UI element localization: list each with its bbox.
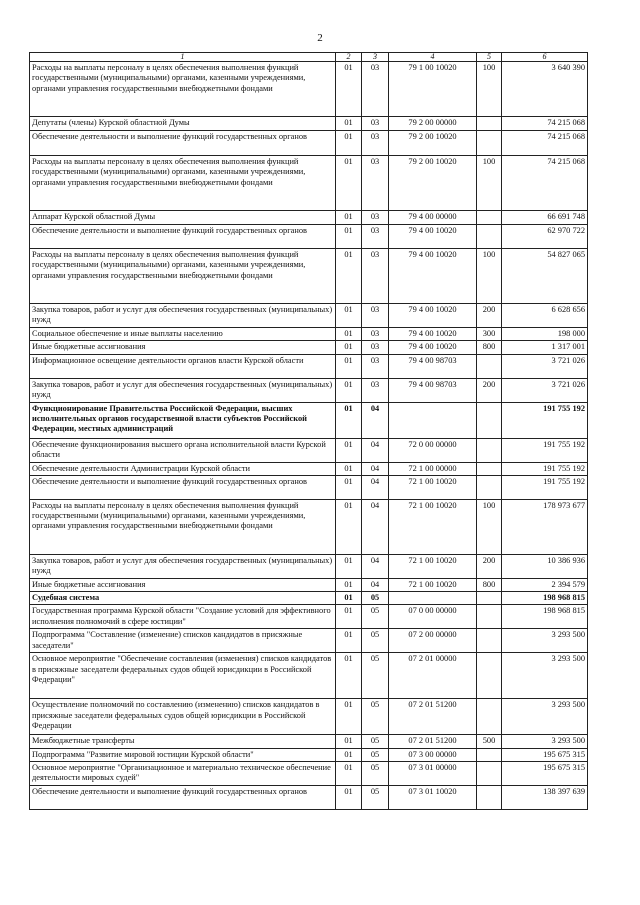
- expense-name-cell: Закупка товаров, работ и услуг для обеспечения государственных (муниципальных) нужд: [30, 554, 336, 578]
- expense-type-code-cell: 200: [477, 378, 502, 402]
- subsection-code-cell: 05: [362, 786, 389, 810]
- expense-type-code-cell: 500: [477, 735, 502, 748]
- amount-cell: 3 293 500: [502, 735, 588, 748]
- amount-cell: 2 394 579: [502, 578, 588, 591]
- amount-cell: 3 721 026: [502, 378, 588, 402]
- expense-type-code-cell: [477, 762, 502, 786]
- target-article-code-cell: [389, 402, 477, 438]
- target-article-code-cell: 07 3 01 10020: [389, 786, 477, 810]
- target-article-code-cell: 72 0 00 00000: [389, 438, 477, 462]
- expense-type-code-cell: [477, 117, 502, 131]
- table-row: [30, 762, 588, 786]
- section-code-cell: 01: [336, 699, 362, 735]
- table-row: [30, 225, 588, 249]
- table-body: [30, 62, 588, 810]
- section-code-cell: 01: [336, 499, 362, 554]
- expense-name-cell: Расходы на выплаты персоналу в целях обеспечения выполнения функций государственными (муниципальными) органами, казенными учреждениями, органами управления государственными внебюджетными фондами: [30, 249, 336, 304]
- expense-type-code-cell: [477, 131, 502, 156]
- subsection-code-cell: 03: [362, 341, 389, 354]
- section-code-cell: 01: [336, 653, 362, 699]
- target-article-code-cell: 79 4 00 00000: [389, 211, 477, 225]
- table-row: [30, 156, 588, 211]
- expense-type-code-cell: [477, 699, 502, 735]
- expense-name-cell: Подпрограмма "Составление (изменение) списков кандидатов в присяжные заседатели": [30, 629, 336, 653]
- subsection-code-cell: 03: [362, 211, 389, 225]
- expense-type-code-cell: [477, 402, 502, 438]
- budget-table: [29, 52, 588, 810]
- target-article-code-cell: 07 2 00 00000: [389, 629, 477, 653]
- expense-type-code-cell: [477, 605, 502, 629]
- subsection-code-cell: 04: [362, 475, 389, 499]
- amount-cell: 54 827 065: [502, 249, 588, 304]
- table-row: [30, 249, 588, 304]
- table-row: [30, 402, 588, 438]
- expense-type-code-cell: [477, 462, 502, 475]
- expense-name-cell: Иные бюджетные ассигнования: [30, 341, 336, 354]
- table-row: [30, 378, 588, 402]
- table-row: [30, 735, 588, 748]
- table-row: [30, 475, 588, 499]
- subsection-code-cell: 05: [362, 629, 389, 653]
- amount-cell: 62 970 722: [502, 225, 588, 249]
- section-code-cell: 01: [336, 629, 362, 653]
- section-code-cell: 01: [336, 249, 362, 304]
- subsection-code-cell: 04: [362, 578, 389, 591]
- subsection-code-cell: 05: [362, 762, 389, 786]
- expense-name-cell: Функционирование Правительства Российской Федерации, высших исполнительных органов государственной власти субъектов Российской Федерации, местных администраций: [30, 402, 336, 438]
- expense-type-code-cell: 200: [477, 304, 502, 328]
- section-code-cell: 01: [336, 225, 362, 249]
- subsection-code-cell: 03: [362, 156, 389, 211]
- section-code-cell: 01: [336, 735, 362, 748]
- target-article-code-cell: 79 1 00 10020: [389, 62, 477, 117]
- column-header: 3: [362, 53, 389, 62]
- subsection-code-cell: 04: [362, 462, 389, 475]
- amount-cell: 195 675 315: [502, 762, 588, 786]
- target-article-code-cell: 07 2 01 51200: [389, 699, 477, 735]
- expense-type-code-cell: [477, 354, 502, 378]
- expense-type-code-cell: 100: [477, 249, 502, 304]
- table-row: [30, 354, 588, 378]
- table-row: [30, 554, 588, 578]
- amount-cell: 191 755 192: [502, 462, 588, 475]
- expense-name-cell: Обеспечение деятельности и выполнение функций государственных органов: [30, 786, 336, 810]
- table-row: [30, 341, 588, 354]
- amount-cell: 3 640 390: [502, 62, 588, 117]
- amount-cell: 198 968 815: [502, 592, 588, 605]
- target-article-code-cell: 79 4 00 10020: [389, 341, 477, 354]
- table-row: [30, 578, 588, 591]
- subsection-code-cell: 05: [362, 699, 389, 735]
- subsection-code-cell: 04: [362, 438, 389, 462]
- expense-type-code-cell: 200: [477, 554, 502, 578]
- target-article-code-cell: 72 1 00 10020: [389, 499, 477, 554]
- target-article-code-cell: 79 2 00 10020: [389, 156, 477, 211]
- expense-name-cell: Основное мероприятие "Организационное и материально техническое обеспечение деятельности мировых судей": [30, 762, 336, 786]
- amount-cell: 74 215 068: [502, 117, 588, 131]
- table-row: [30, 117, 588, 131]
- amount-cell: 191 755 192: [502, 402, 588, 438]
- expense-name-cell: Расходы на выплаты персоналу в целях обеспечения выполнения функций государственными (муниципальными) органами, казенными учреждениями, органами управления государственными внебюджетными фондами: [30, 499, 336, 554]
- expense-name-cell: Подпрограмма "Развитие мировой юстиции Курской области": [30, 748, 336, 761]
- target-article-code-cell: 07 2 01 00000: [389, 653, 477, 699]
- target-article-code-cell: 72 1 00 10020: [389, 578, 477, 591]
- subsection-code-cell: 03: [362, 117, 389, 131]
- amount-cell: 74 215 068: [502, 156, 588, 211]
- section-code-cell: 01: [336, 62, 362, 117]
- subsection-code-cell: 05: [362, 735, 389, 748]
- target-article-code-cell: 79 2 00 10020: [389, 131, 477, 156]
- subsection-code-cell: 03: [362, 378, 389, 402]
- expense-name-cell: Обеспечение деятельности и выполнение функций государственных органов: [30, 475, 336, 499]
- expense-name-cell: Основное мероприятие "Обеспечение составления (изменения) списков кандидатов в присяжные заседатели федеральных судов общей юрисдикции в Российской Федерации": [30, 653, 336, 699]
- subsection-code-cell: 03: [362, 354, 389, 378]
- subsection-code-cell: 05: [362, 605, 389, 629]
- column-header: 1: [30, 53, 336, 62]
- table-row: [30, 438, 588, 462]
- amount-cell: 3 293 500: [502, 653, 588, 699]
- section-code-cell: 01: [336, 438, 362, 462]
- expense-type-code-cell: [477, 438, 502, 462]
- amount-cell: 3 293 500: [502, 699, 588, 735]
- subsection-code-cell: 04: [362, 554, 389, 578]
- target-article-code-cell: [389, 592, 477, 605]
- expense-name-cell: Судебная система: [30, 592, 336, 605]
- amount-cell: 3 293 500: [502, 629, 588, 653]
- expense-type-code-cell: 300: [477, 328, 502, 341]
- expense-name-cell: Закупка товаров, работ и услуг для обеспечения государственных (муниципальных) нужд: [30, 378, 336, 402]
- table-row: [30, 304, 588, 328]
- section-code-cell: 01: [336, 156, 362, 211]
- table-row: [30, 131, 588, 156]
- table-row: [30, 592, 588, 605]
- column-header: 2: [336, 53, 362, 62]
- section-code-cell: 01: [336, 328, 362, 341]
- amount-cell: 198 968 815: [502, 605, 588, 629]
- subsection-code-cell: 04: [362, 402, 389, 438]
- section-code-cell: 01: [336, 592, 362, 605]
- expense-name-cell: Социальное обеспечение и иные выплаты населению: [30, 328, 336, 341]
- subsection-code-cell: 05: [362, 653, 389, 699]
- expense-name-cell: Обеспечение деятельности и выполнение функций государственных органов: [30, 131, 336, 156]
- expense-type-code-cell: 800: [477, 578, 502, 591]
- target-article-code-cell: 79 4 00 98703: [389, 354, 477, 378]
- amount-cell: 1 317 001: [502, 341, 588, 354]
- expense-type-code-cell: [477, 786, 502, 810]
- amount-cell: 191 755 192: [502, 438, 588, 462]
- section-code-cell: 01: [336, 378, 362, 402]
- table-row: [30, 605, 588, 629]
- section-code-cell: 01: [336, 117, 362, 131]
- amount-cell: 138 397 639: [502, 786, 588, 810]
- expense-name-cell: Осуществление полномочий по составлению (изменению) списков кандидатов в присяжные заседатели федеральных судов общей юрисдикции в Российской Федерации: [30, 699, 336, 735]
- amount-cell: 66 691 748: [502, 211, 588, 225]
- subsection-code-cell: 04: [362, 499, 389, 554]
- table-row: [30, 629, 588, 653]
- section-code-cell: 01: [336, 341, 362, 354]
- target-article-code-cell: 72 1 00 10020: [389, 554, 477, 578]
- table-row: [30, 499, 588, 554]
- expense-name-cell: Обеспечение деятельности и выполнение функций государственных органов: [30, 225, 336, 249]
- expense-name-cell: Депутаты (члены) Курской областной Думы: [30, 117, 336, 131]
- subsection-code-cell: 03: [362, 225, 389, 249]
- expense-name-cell: Расходы на выплаты персоналу в целях обеспечения выполнения функций государственными (муниципальными) органами, казенными учреждениями, органами управления государственными внебюджетными фондами: [30, 62, 336, 117]
- table-row: [30, 653, 588, 699]
- amount-cell: 74 215 068: [502, 131, 588, 156]
- target-article-code-cell: 79 4 00 10020: [389, 249, 477, 304]
- expense-name-cell: Обеспечение функционирования высшего органа исполнительной власти Курской области: [30, 438, 336, 462]
- expense-type-code-cell: 100: [477, 156, 502, 211]
- amount-cell: 178 973 677: [502, 499, 588, 554]
- expense-name-cell: Закупка товаров, работ и услуг для обеспечения государственных (муниципальных) нужд: [30, 304, 336, 328]
- section-code-cell: 01: [336, 402, 362, 438]
- section-code-cell: 01: [336, 304, 362, 328]
- section-code-cell: 01: [336, 354, 362, 378]
- section-code-cell: 01: [336, 211, 362, 225]
- amount-cell: 6 628 656: [502, 304, 588, 328]
- section-code-cell: 01: [336, 578, 362, 591]
- expense-type-code-cell: [477, 225, 502, 249]
- section-code-cell: 01: [336, 748, 362, 761]
- target-article-code-cell: 72 1 00 10020: [389, 475, 477, 499]
- subsection-code-cell: 05: [362, 748, 389, 761]
- amount-cell: 3 721 026: [502, 354, 588, 378]
- subsection-code-cell: 03: [362, 328, 389, 341]
- expense-type-code-cell: 800: [477, 341, 502, 354]
- table-row: [30, 328, 588, 341]
- section-code-cell: 01: [336, 462, 362, 475]
- amount-cell: 10 386 936: [502, 554, 588, 578]
- subsection-code-cell: 03: [362, 249, 389, 304]
- subsection-code-cell: 03: [362, 304, 389, 328]
- target-article-code-cell: 07 3 01 00000: [389, 762, 477, 786]
- column-header: 5: [477, 53, 502, 62]
- expense-type-code-cell: 100: [477, 499, 502, 554]
- section-code-cell: 01: [336, 131, 362, 156]
- subsection-code-cell: 03: [362, 62, 389, 117]
- column-number-row: [30, 53, 588, 62]
- page-number: 2: [317, 32, 323, 44]
- table-row: [30, 699, 588, 735]
- expense-type-code-cell: [477, 629, 502, 653]
- target-article-code-cell: 72 1 00 00000: [389, 462, 477, 475]
- target-article-code-cell: 79 2 00 00000: [389, 117, 477, 131]
- amount-cell: 191 755 192: [502, 475, 588, 499]
- target-article-code-cell: 79 4 00 98703: [389, 378, 477, 402]
- target-article-code-cell: 79 4 00 10020: [389, 328, 477, 341]
- target-article-code-cell: 79 4 00 10020: [389, 225, 477, 249]
- table-row: [30, 786, 588, 810]
- expense-type-code-cell: [477, 748, 502, 761]
- target-article-code-cell: 07 2 01 51200: [389, 735, 477, 748]
- amount-cell: 195 675 315: [502, 748, 588, 761]
- amount-cell: 198 000: [502, 328, 588, 341]
- expense-name-cell: Аппарат Курской областной Думы: [30, 211, 336, 225]
- subsection-code-cell: 05: [362, 592, 389, 605]
- section-code-cell: 01: [336, 762, 362, 786]
- expense-name-cell: Обеспечение деятельности Администрации Курской области: [30, 462, 336, 475]
- subsection-code-cell: 03: [362, 131, 389, 156]
- expense-type-code-cell: 100: [477, 62, 502, 117]
- expense-type-code-cell: [477, 592, 502, 605]
- expense-name-cell: Межбюджетные трансферты: [30, 735, 336, 748]
- section-code-cell: 01: [336, 786, 362, 810]
- expense-type-code-cell: [477, 475, 502, 499]
- expense-type-code-cell: [477, 211, 502, 225]
- table-row: [30, 62, 588, 117]
- target-article-code-cell: 07 0 00 00000: [389, 605, 477, 629]
- column-header: 6: [502, 53, 588, 62]
- expense-name-cell: Расходы на выплаты персоналу в целях обеспечения выполнения функций государственными (муниципальными) органами, казенными учреждениями, органами управления государственными внебюджетными фондами: [30, 156, 336, 211]
- table-row: [30, 462, 588, 475]
- expense-name-cell: Государственная программа Курской области "Создание условий для эффективного исполнения полномочий в сфере юстиции": [30, 605, 336, 629]
- expense-type-code-cell: [477, 653, 502, 699]
- table-row: [30, 748, 588, 761]
- expense-name-cell: Информационное освещение деятельности органов власти Курской области: [30, 354, 336, 378]
- target-article-code-cell: 79 4 00 10020: [389, 304, 477, 328]
- expense-name-cell: Иные бюджетные ассигнования: [30, 578, 336, 591]
- column-header: 4: [389, 53, 477, 62]
- section-code-cell: 01: [336, 554, 362, 578]
- target-article-code-cell: 07 3 00 00000: [389, 748, 477, 761]
- section-code-cell: 01: [336, 475, 362, 499]
- section-code-cell: 01: [336, 605, 362, 629]
- table-row: [30, 211, 588, 225]
